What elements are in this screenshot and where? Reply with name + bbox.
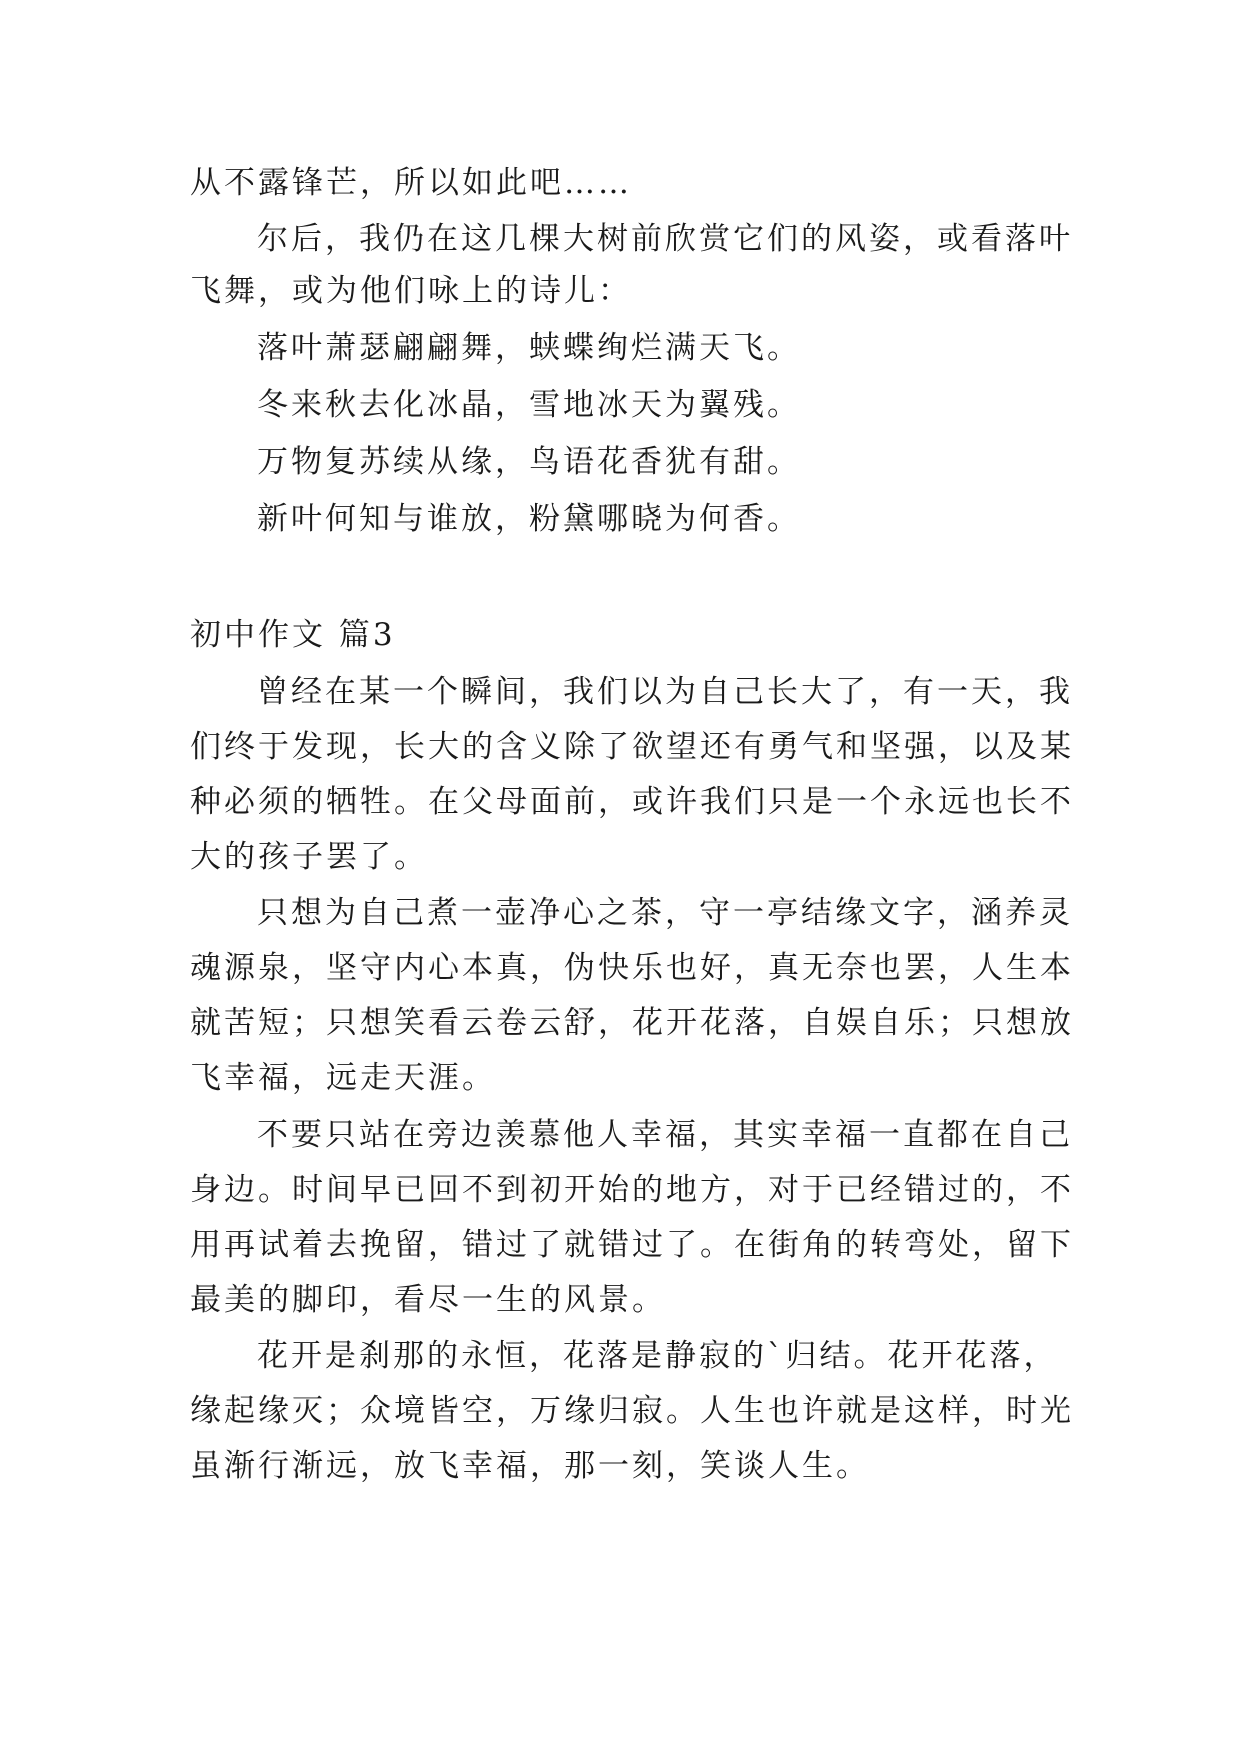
paragraph-line: 们终于发现，长大的含义除了欲望还有勇气和坚强，以及某 — [190, 729, 1074, 765]
paragraph-line: 曾经在某一个瞬间，我们以为自己长大了，有一天，我 — [257, 674, 1073, 710]
paragraph-line: 就苦短；只想笑看云卷云舒，花开花落，自娱自乐；只想放 — [190, 1005, 1074, 1041]
paragraph-line: 飞幸福，远走天涯。 — [190, 1060, 496, 1096]
poem-line: 冬来秋去化冰晶，雪地冰天为翼残。 — [257, 387, 801, 423]
paragraph-line: 种必须的牺牲。在父母面前，或许我们只是一个永远也长不 — [190, 784, 1074, 820]
paragraph-line: 身边。时间早已回不到初开始的地方，对于已经错过的，不 — [190, 1172, 1074, 1208]
paragraph-line: 只想为自己煮一壶净心之茶，守一亭结缘文字，涵养灵 — [257, 895, 1073, 931]
poem-line: 落叶萧瑟翩翩舞，蛱蝶绚烂满天飞。 — [257, 330, 801, 366]
paragraph-line: 用再试着去挽留，错过了就错过了。在街角的转弯处，留下 — [190, 1227, 1074, 1263]
section-heading: 初中作文 篇3 — [190, 617, 396, 653]
paragraph-line: 花开是刹那的永恒，花落是静寂的`归结。花开花落， — [257, 1338, 1058, 1374]
paragraph-line: 虽渐行渐远，放飞幸福，那一刻，笑谈人生。 — [190, 1448, 870, 1484]
paragraph-line: 最美的脚印，看尽一生的风景。 — [190, 1282, 666, 1318]
poem-line: 万物复苏续从缘，鸟语花香犹有甜。 — [257, 444, 801, 480]
paragraph-line: 魂源泉，坚守内心本真，伪快乐也好，真无奈也罢，人生本 — [190, 950, 1074, 986]
paragraph-line: 大的孩子罢了。 — [190, 839, 428, 875]
poem-line: 新叶何知与谁放，粉黛哪晓为何香。 — [257, 501, 801, 537]
paragraph-line: 尔后，我仍在这几棵大树前欣赏它们的风姿，或看落叶 — [257, 221, 1073, 257]
paragraph-line: 不要只站在旁边羡慕他人幸福，其实幸福一直都在自己 — [257, 1117, 1073, 1153]
paragraph-line: 缘起缘灭；众境皆空，万缘归寂。人生也许就是这样，时光 — [190, 1393, 1074, 1429]
paragraph-line: 从不露锋芒，所以如此吧…… — [190, 165, 632, 201]
paragraph-line: 飞舞，或为他们咏上的诗儿： — [190, 273, 632, 309]
